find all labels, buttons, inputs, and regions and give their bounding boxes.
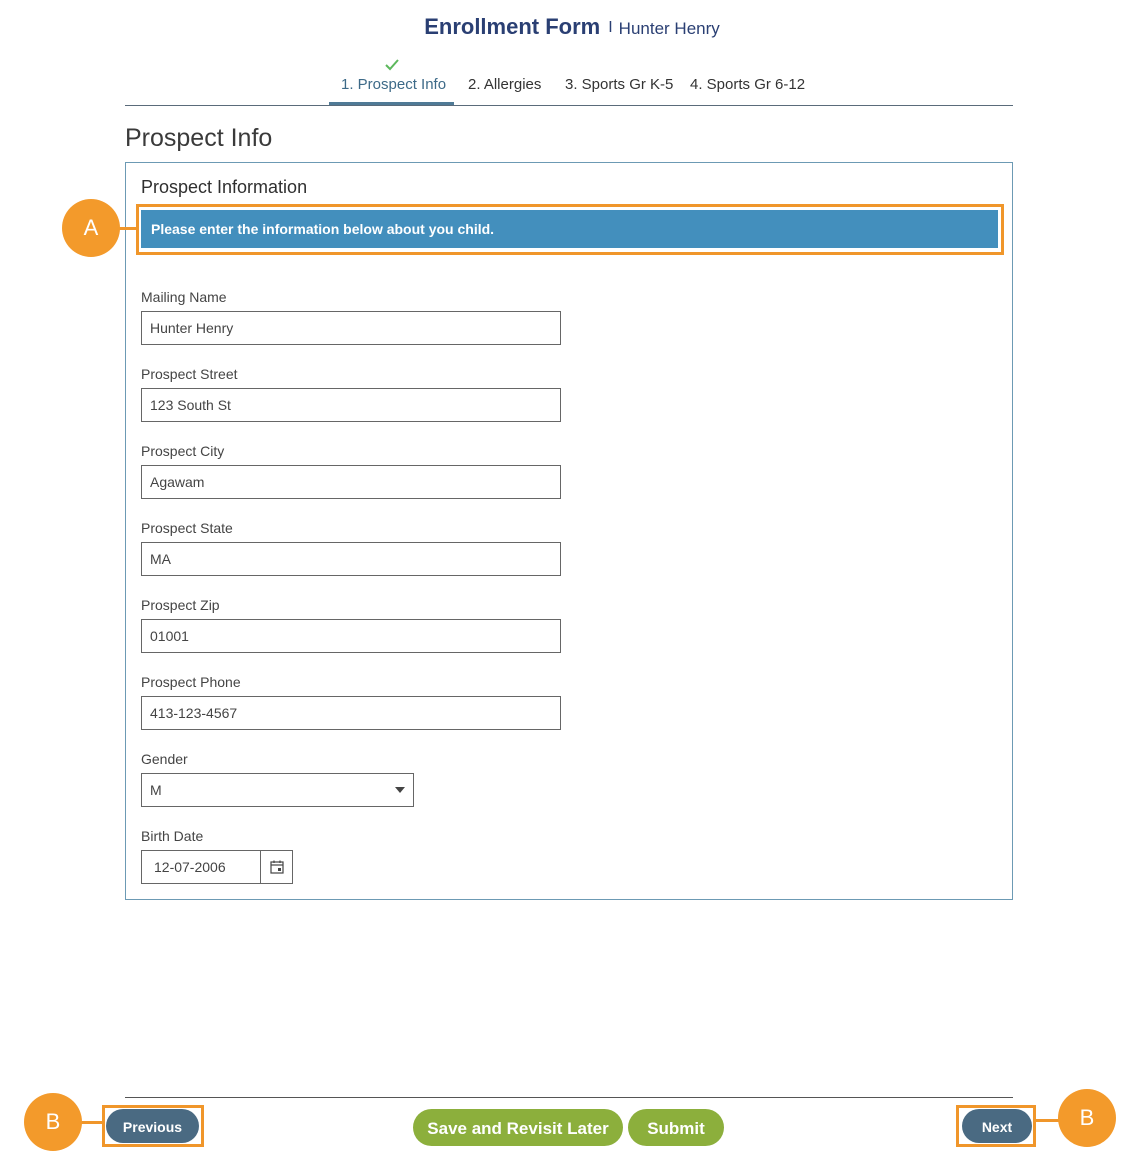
- zip-field[interactable]: 01001: [141, 619, 561, 653]
- callout-b-next-highlight: [956, 1105, 1036, 1147]
- tab-sports-6-12[interactable]: 4. Sports Gr 6-12: [690, 76, 806, 93]
- mailing-name-field[interactable]: Hunter Henry: [141, 311, 561, 345]
- callout-a-marker: A: [62, 199, 120, 257]
- phone-field[interactable]: 413-123-4567: [141, 696, 561, 730]
- footer-divider: [125, 1097, 1013, 1098]
- gender-select[interactable]: [141, 773, 414, 807]
- callout-b-left-connector: [80, 1121, 103, 1124]
- callout-b-right-marker: B: [1058, 1089, 1116, 1147]
- tab-sports-k5[interactable]: 3. Sports Gr K-5: [565, 76, 674, 93]
- date-picker-button[interactable]: [260, 850, 293, 884]
- state-field[interactable]: MA: [141, 542, 561, 576]
- gender-label: Gender: [141, 751, 188, 767]
- calendar-icon: [270, 860, 284, 874]
- city-label: Prospect City: [141, 443, 225, 459]
- form-title: Enrollment Form: [424, 14, 601, 39]
- step-tabs: [125, 56, 1013, 106]
- prospect-info-panel: [125, 162, 1013, 900]
- save-and-revisit-button[interactable]: Save and Revisit Later: [413, 1109, 623, 1146]
- active-tab-indicator: [329, 102, 454, 105]
- mailing-name-label: Mailing Name: [141, 289, 227, 305]
- page-title: Prospect Info: [125, 124, 273, 152]
- tab-prospect-info[interactable]: 1. Prospect Info: [341, 76, 447, 93]
- submit-button[interactable]: Submit: [628, 1109, 724, 1146]
- header-separator: I: [608, 19, 613, 36]
- street-label: Prospect Street: [141, 366, 238, 382]
- student-name: Hunter Henry: [618, 19, 720, 38]
- callout-b-left-marker: B: [24, 1093, 82, 1151]
- chevron-down-icon: [395, 787, 405, 793]
- state-label: Prospect State: [141, 520, 233, 536]
- street-field[interactable]: 123 South St: [141, 388, 561, 422]
- phone-label: Prospect Phone: [141, 674, 241, 690]
- callout-b-right-connector: [1035, 1119, 1060, 1122]
- panel-heading: Prospect Information: [141, 177, 308, 197]
- info-banner: Please enter the information below about you child.: [141, 210, 998, 248]
- form-header: [0, 14, 1144, 40]
- callout-b-previous-highlight: [102, 1105, 204, 1147]
- tab-allergies[interactable]: 2. Allergies: [468, 76, 542, 93]
- previous-button[interactable]: Previous: [106, 1109, 199, 1143]
- zip-label: Prospect Zip: [141, 597, 220, 613]
- callout-a-connector: [117, 227, 137, 230]
- birth-date-label: Birth Date: [141, 828, 204, 844]
- next-button[interactable]: Next: [962, 1109, 1032, 1143]
- gender-value: M: [150, 782, 162, 798]
- city-field[interactable]: Agawam: [141, 465, 561, 499]
- birth-date-field[interactable]: 12-07-2006: [141, 850, 260, 884]
- check-icon: [384, 58, 400, 72]
- callout-a-highlight: [136, 204, 1004, 255]
